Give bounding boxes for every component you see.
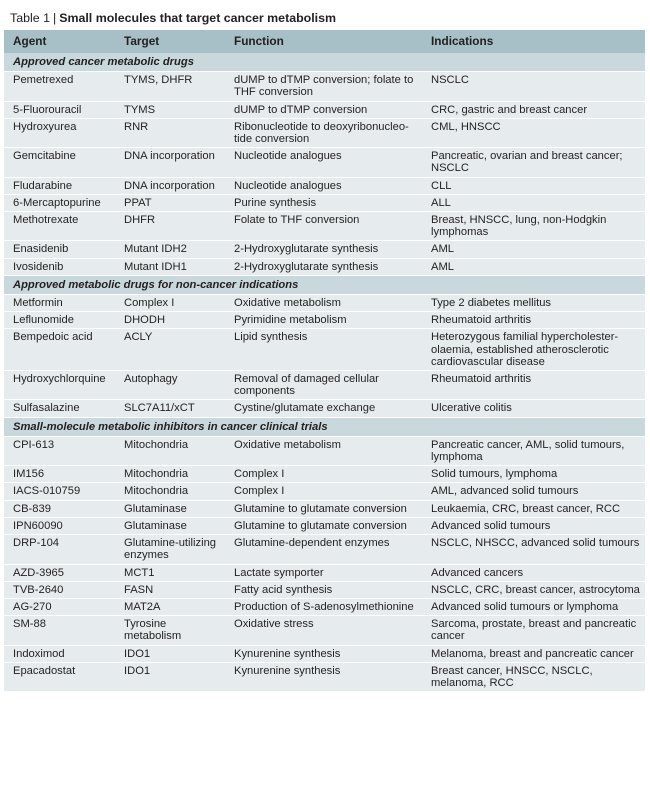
- cell-function: Kynurenine synthesis: [225, 645, 422, 662]
- caption-separator: |: [52, 11, 57, 25]
- cell-agent: Sulfasalazine: [4, 400, 115, 417]
- cell-target: Mitochondria: [115, 483, 225, 500]
- cell-target: Tyrosine metabolism: [115, 616, 225, 645]
- cell-agent: Bempedoic acid: [4, 329, 115, 371]
- cell-function: Glutamine to glutamate conversion: [225, 517, 422, 534]
- cell-target: MCT1: [115, 564, 225, 581]
- cell-agent: Indoximod: [4, 645, 115, 662]
- cell-target: ACLY: [115, 329, 225, 371]
- cell-function: Production of S-adenosylmethionine: [225, 598, 422, 615]
- cell-agent: Fludarabine: [4, 177, 115, 194]
- cell-indications: AML, advanced solid tumours: [422, 483, 645, 500]
- cell-function: Glutamine to glutamate conversion: [225, 500, 422, 517]
- cell-target: DHFR: [115, 212, 225, 241]
- table-row: [4, 564, 645, 581]
- cell-agent: IM156: [4, 466, 115, 483]
- cell-agent: SM-88: [4, 616, 115, 645]
- cell-function: dUMP to dTMP conversion; folate to THF conversion: [225, 72, 422, 101]
- table-row: [4, 517, 645, 534]
- cell-agent: Leflunomide: [4, 312, 115, 329]
- cell-target: Glutaminase: [115, 517, 225, 534]
- header-target: Target: [115, 30, 225, 53]
- cell-indications: AML: [422, 258, 645, 275]
- cell-target: IDO1: [115, 645, 225, 662]
- cell-indications: Breast cancer, HNSCC, NSCLC, melanoma, RCC: [422, 662, 645, 691]
- table-row: [4, 535, 645, 564]
- cell-agent: AZD-3965: [4, 564, 115, 581]
- cell-indications: Sarcoma, prostate, breast and pancreatic cancer: [422, 616, 645, 645]
- cell-indications: Breast, HNSCC, lung, non-Hodgkin lymphomas: [422, 212, 645, 241]
- cell-agent: 5-Fluorouracil: [4, 101, 115, 118]
- table-row: [4, 241, 645, 258]
- table-title: Small molecules that target cancer metabolism: [59, 11, 337, 25]
- cell-target: Mutant IDH2: [115, 241, 225, 258]
- cell-indications: Rheumatoid arthritis: [422, 312, 645, 329]
- cell-function: Oxidative metabolism: [225, 295, 422, 312]
- cell-function: Purine synthesis: [225, 194, 422, 211]
- cell-agent: Hydroxyurea: [4, 118, 115, 147]
- section-heading: Approved cancer metabolic drugs: [4, 53, 645, 72]
- header-row: [4, 30, 645, 53]
- cell-target: Mutant IDH1: [115, 258, 225, 275]
- cell-indications: Rheumatoid arthritis: [422, 371, 645, 400]
- cell-target: FASN: [115, 581, 225, 598]
- cell-function: Complex I: [225, 466, 422, 483]
- table-row: [4, 194, 645, 211]
- cell-agent: Gemcitabine: [4, 148, 115, 177]
- table-row: [4, 258, 645, 275]
- cell-target: MAT2A: [115, 598, 225, 615]
- section-heading-row: [4, 53, 645, 72]
- cell-indications: Advanced solid tumours: [422, 517, 645, 534]
- cell-agent: Hydroxychlorquine: [4, 371, 115, 400]
- cell-agent: IPN60090: [4, 517, 115, 534]
- table-row: [4, 436, 645, 465]
- table-row: [4, 148, 645, 177]
- cell-indications: Pancreatic, ovarian and breast cancer; NSCLC: [422, 148, 645, 177]
- table-row: [4, 177, 645, 194]
- table-body: [4, 53, 645, 692]
- cell-target: DHODH: [115, 312, 225, 329]
- table-row: [4, 598, 645, 615]
- cell-agent: IACS-010759: [4, 483, 115, 500]
- cell-function: Complex I: [225, 483, 422, 500]
- table-label: Table 1: [10, 11, 50, 25]
- cell-indications: CRC, gastric and breast cancer: [422, 101, 645, 118]
- cell-agent: CB-839: [4, 500, 115, 517]
- table-row: [4, 500, 645, 517]
- table-row: [4, 212, 645, 241]
- cell-target: TYMS: [115, 101, 225, 118]
- cell-indications: Heterozygous familial hypercholester-olaemia, established atherosclerotic cardiovascular disease: [422, 329, 645, 371]
- cell-indications: Type 2 diabetes mellitus: [422, 295, 645, 312]
- cell-target: SLC7A11/xCT: [115, 400, 225, 417]
- cell-function: Kynurenine synthesis: [225, 662, 422, 691]
- cell-target: Glutamine-utilizing enzymes: [115, 535, 225, 564]
- cell-function: Nucleotide analogues: [225, 177, 422, 194]
- cell-agent: DRP-104: [4, 535, 115, 564]
- table-row: [4, 581, 645, 598]
- table-row: [4, 616, 645, 645]
- cell-function: Cystine/glutamate exchange: [225, 400, 422, 417]
- table-row: [4, 101, 645, 118]
- cell-agent: Epacadostat: [4, 662, 115, 691]
- cell-indications: AML: [422, 241, 645, 258]
- table-row: [4, 645, 645, 662]
- table-row: [4, 295, 645, 312]
- cell-target: Autophagy: [115, 371, 225, 400]
- table-row: [4, 400, 645, 417]
- header-indications: Indications: [422, 30, 645, 53]
- table-row: [4, 466, 645, 483]
- cell-indications: NSCLC, CRC, breast cancer, astrocytoma: [422, 581, 645, 598]
- table-row: [4, 371, 645, 400]
- cell-target: PPAT: [115, 194, 225, 211]
- table-row: [4, 118, 645, 147]
- drug-table: [4, 30, 645, 692]
- cell-function: Lactate symporter: [225, 564, 422, 581]
- cell-target: TYMS, DHFR: [115, 72, 225, 101]
- cell-function: Pyrimidine metabolism: [225, 312, 422, 329]
- cell-indications: Advanced cancers: [422, 564, 645, 581]
- cell-function: Removal of damaged cellular components: [225, 371, 422, 400]
- cell-function: Oxidative metabolism: [225, 436, 422, 465]
- cell-agent: Pemetrexed: [4, 72, 115, 101]
- cell-function: Fatty acid synthesis: [225, 581, 422, 598]
- cell-indications: Ulcerative colitis: [422, 400, 645, 417]
- cell-target: RNR: [115, 118, 225, 147]
- cell-function: Lipid synthesis: [225, 329, 422, 371]
- cell-indications: Solid tumours, lymphoma: [422, 466, 645, 483]
- cell-function: Nucleotide analogues: [225, 148, 422, 177]
- cell-indications: Leukaemia, CRC, breast cancer, RCC: [422, 500, 645, 517]
- table-row: [4, 483, 645, 500]
- cell-agent: 6-Mercaptopurine: [4, 194, 115, 211]
- section-heading: Small-molecule metabolic inhibitors in cancer clinical trials: [4, 417, 645, 436]
- cell-indications: ALL: [422, 194, 645, 211]
- cell-target: Complex I: [115, 295, 225, 312]
- cell-agent: Metformin: [4, 295, 115, 312]
- cell-indications: Advanced solid tumours or lymphoma: [422, 598, 645, 615]
- cell-agent: AG-270: [4, 598, 115, 615]
- cell-function: Folate to THF conversion: [225, 212, 422, 241]
- cell-function: 2-Hydroxyglutarate synthesis: [225, 241, 422, 258]
- cell-agent: Ivosidenib: [4, 258, 115, 275]
- cell-agent: Methotrexate: [4, 212, 115, 241]
- cell-function: 2-Hydroxyglutarate synthesis: [225, 258, 422, 275]
- table-caption: [10, 10, 646, 26]
- cell-function: Glutamine-dependent enzymes: [225, 535, 422, 564]
- table-row: [4, 312, 645, 329]
- cell-target: DNA incorporation: [115, 177, 225, 194]
- cell-indications: Melanoma, breast and pancreatic cancer: [422, 645, 645, 662]
- cell-indications: CML, HNSCC: [422, 118, 645, 147]
- cell-target: Mitochondria: [115, 436, 225, 465]
- table-header: [4, 30, 645, 53]
- header-function: Function: [225, 30, 422, 53]
- table-row: [4, 72, 645, 101]
- section-heading: Approved metabolic drugs for non-cancer indications: [4, 275, 645, 294]
- cell-agent: TVB-2640: [4, 581, 115, 598]
- cell-indications: CLL: [422, 177, 645, 194]
- cell-agent: Enasidenib: [4, 241, 115, 258]
- header-agent: Agent: [4, 30, 115, 53]
- cell-indications: NSCLC: [422, 72, 645, 101]
- cell-agent: CPI-613: [4, 436, 115, 465]
- cell-function: Ribonucleotide to deoxyribonucleo-tide conversion: [225, 118, 422, 147]
- section-heading-row: [4, 417, 645, 436]
- table-row: [4, 329, 645, 371]
- table-row: [4, 662, 645, 691]
- cell-target: Glutaminase: [115, 500, 225, 517]
- section-heading-row: [4, 275, 645, 294]
- cell-target: IDO1: [115, 662, 225, 691]
- cell-function: dUMP to dTMP conversion: [225, 101, 422, 118]
- cell-function: Oxidative stress: [225, 616, 422, 645]
- cell-target: DNA incorporation: [115, 148, 225, 177]
- cell-indications: NSCLC, NHSCC, advanced solid tumours: [422, 535, 645, 564]
- cell-target: Mitochondria: [115, 466, 225, 483]
- cell-indications: Pancreatic cancer, AML, solid tumours, lymphoma: [422, 436, 645, 465]
